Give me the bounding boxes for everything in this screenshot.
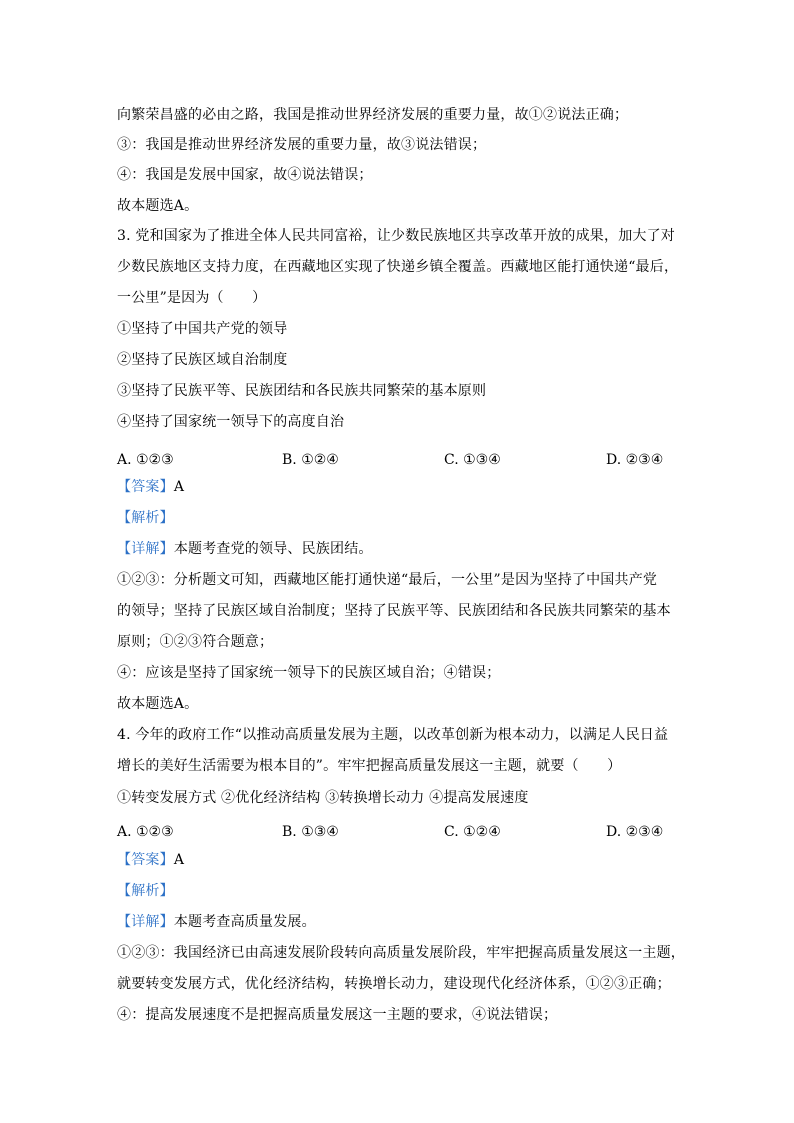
question-4-items: ①转变发展方式 ②优化经济结构 ③转换增长动力 ④提高发展速度 xyxy=(117,790,529,806)
answer-tag: 【答案】 xyxy=(117,852,174,868)
question-3-answer xyxy=(117,478,677,496)
detail-text: 本题考查党的领导、民族团结。 xyxy=(173,541,373,557)
question-3-stem-line: 少数民族地区支持力度，在西藏地区实现了快递乡镇全覆盖。西藏地区能打通快递“最后， xyxy=(117,259,679,275)
question-3-option-c: C. ①③④ xyxy=(444,452,501,468)
text-line: 故本题选A。 xyxy=(117,198,199,214)
text-line: 向繁荣昌盛的必由之路，我国是推动世界经济发展的重要力量，故①②说法正确； xyxy=(117,107,629,123)
answer-tag: 【答案】 xyxy=(117,479,174,495)
question-4-option-a: A. ①②③ xyxy=(117,824,174,840)
question-4-analysis xyxy=(117,882,677,900)
detail-tag: 【详解】 xyxy=(117,541,174,557)
question-3-detail xyxy=(117,540,677,558)
question-4-explanation-line: ①②③：我国经济已由高速发展阶段转向高质量发展阶段，牢牢把握高质量发展这一主题， xyxy=(117,945,685,961)
question-3-explanation-line: 原则；①②③符合题意； xyxy=(117,634,274,650)
question-3-explanation-line: 故本题选A。 xyxy=(117,696,199,712)
question-4-detail xyxy=(117,913,677,931)
question-3-item: ②坚持了民族区域自治制度 xyxy=(117,352,288,368)
question-3-option-d: D. ②③④ xyxy=(606,452,664,468)
question-4-stem-line: 4. 今年的政府工作“以推动高质量发展为主题，以改革创新为根本动力，以满足人民日益 xyxy=(117,727,669,743)
text-line: ④：我国是发展中国家，故④说法错误； xyxy=(117,167,373,183)
question-3-explanation-line: ①②③：分析题文可知，西藏地区能打通快递“最后，一公里”是因为坚持了中国共产党 xyxy=(117,572,658,588)
question-3-stem-line: 一公里”是因为（ ） xyxy=(117,290,267,306)
question-4-explanation-line: ④：提高发展速度不是把握高质量发展这一主题的要求，④说法错误； xyxy=(117,1007,558,1023)
question-3-explanation-line: ④：应该是坚持了国家统一领导下的民族区域自治；④错误； xyxy=(117,665,501,681)
question-3-analysis xyxy=(117,509,677,527)
analysis-tag: 【解析】 xyxy=(117,510,174,526)
analysis-tag: 【解析】 xyxy=(117,883,174,899)
answer-value: A xyxy=(173,479,185,495)
detail-tag: 【详解】 xyxy=(117,914,174,930)
question-3-option-a: A. ①②③ xyxy=(117,452,174,468)
answer-value: A xyxy=(173,852,185,868)
question-3-item: ④坚持了国家统一领导下的高度自治 xyxy=(117,414,345,430)
question-3-item: ③坚持了民族平等、民族团结和各民族共同繁荣的基本原则 xyxy=(117,383,487,399)
question-4-option-b: B. ①③④ xyxy=(282,824,339,840)
detail-text: 本题考查高质量发展。 xyxy=(173,914,316,930)
question-3-stem-line: 3. 党和国家为了推进全体人民共同富裕，让少数民族地区共享改革开放的成果，加大了对 xyxy=(117,228,676,244)
question-4-answer xyxy=(117,851,677,869)
question-4-option-c: C. ①②④ xyxy=(444,824,501,840)
question-4-option-d: D. ②③④ xyxy=(606,824,664,840)
question-3-option-b: B. ①②④ xyxy=(282,452,339,468)
text-line: ③：我国是推动世界经济发展的重要力量，故③说法错误； xyxy=(117,137,487,153)
question-3-explanation-line: 的领导；坚持了民族区域自治制度；坚持了民族平等、民族团结和各民族共同繁荣的基本 xyxy=(117,603,671,619)
question-3-item: ①坚持了中国共产党的领导 xyxy=(117,321,288,337)
question-4-stem-line: 增长的美好生活需要为根本目的”。牢牢把握高质量发展这一主题，就要（ ） xyxy=(117,758,622,774)
question-4-explanation-line: 就要转变发展方式，优化经济结构，转换增长动力，建设现代化经济体系，①②③正确； xyxy=(117,976,671,992)
